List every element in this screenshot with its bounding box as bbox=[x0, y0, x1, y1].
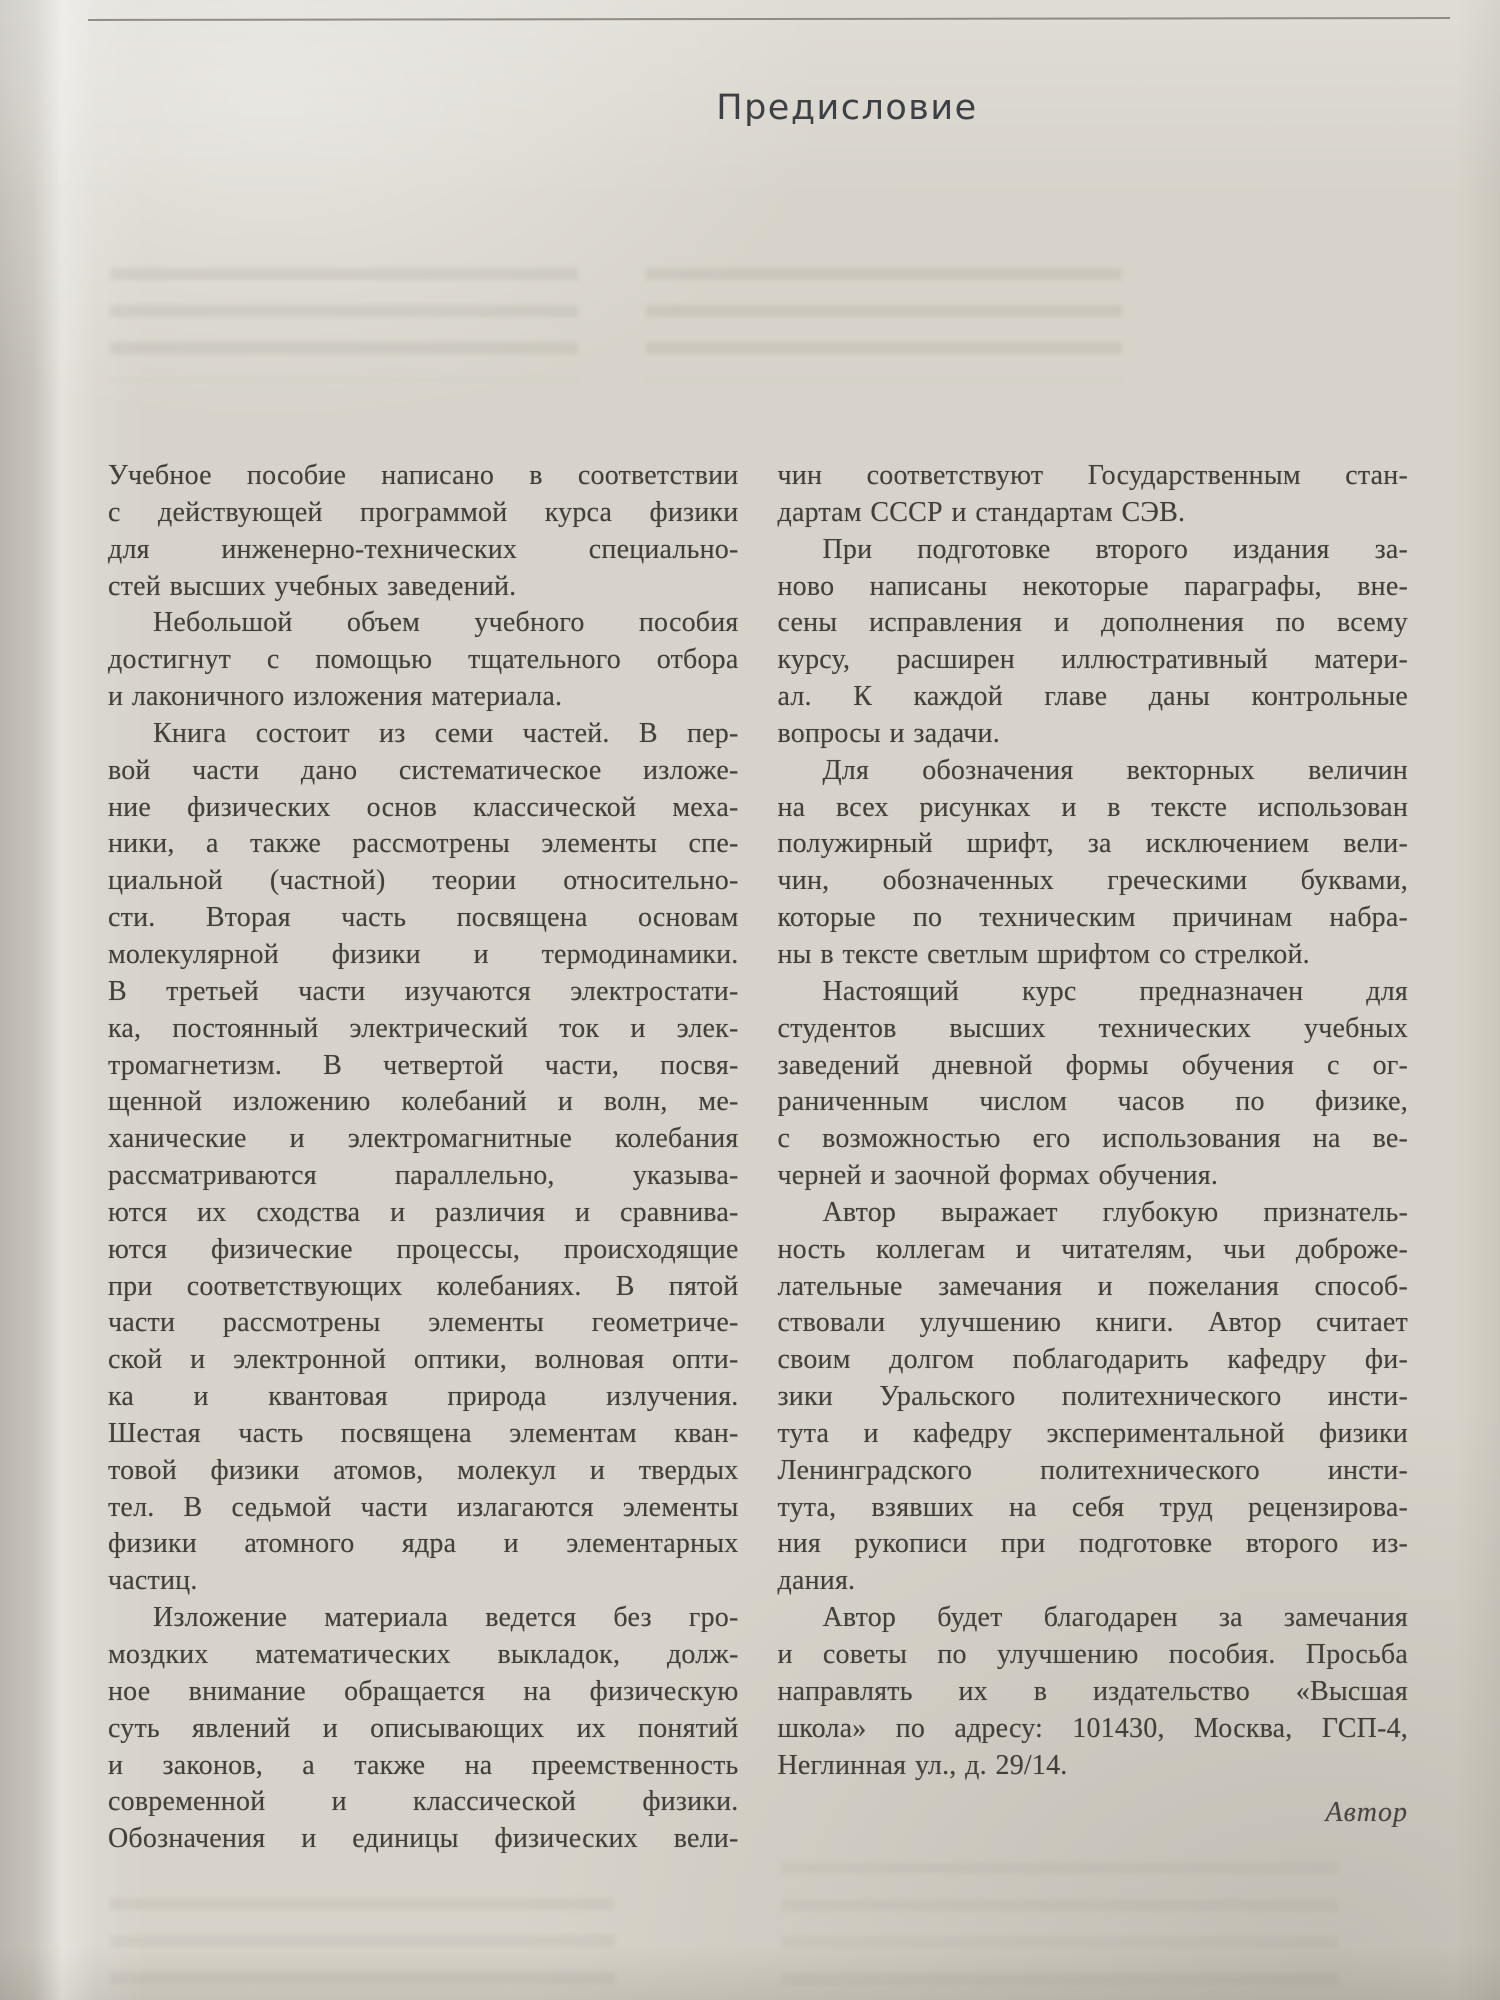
text-line: тута, взявших на себя труд рецензирова- bbox=[777, 1491, 1408, 1523]
text-line: В третьей части изучаются электростати- bbox=[108, 975, 739, 1007]
text-line: Ленинградского политехнического инсти- bbox=[777, 1454, 1408, 1486]
text-line: сены исправления и дополнения по всему bbox=[777, 607, 1408, 639]
text-line: Для обозначения векторных величин bbox=[822, 754, 1408, 786]
text-line: своим долгом поблагодарить кафедру фи- bbox=[777, 1344, 1408, 1376]
text-line: полужирный шрифт, за исключением вели- bbox=[777, 828, 1408, 860]
text-line: ханические и электромагнитные колебания bbox=[108, 1123, 739, 1155]
text-line: чин соответствуют Государственным стан- bbox=[777, 460, 1408, 491]
text-line: ново написаны некоторые параграфы, вне- bbox=[777, 570, 1408, 602]
text-line: щенной изложению колебаний и волн, ме- bbox=[108, 1086, 739, 1118]
text-line: на всех рисунках и в тексте использован bbox=[777, 791, 1408, 823]
text-line: ники, а также рассмотрены элементы спе- bbox=[108, 828, 739, 860]
text-line: дартам СССР и стандартам СЭВ. bbox=[777, 496, 1186, 528]
author-signature: Автор bbox=[1325, 1797, 1408, 1828]
showthrough-bottom-left bbox=[110, 1898, 615, 1993]
text-line: суть явлений и описывающих их понятий bbox=[108, 1712, 739, 1744]
text-line: лательные замечания и пожелания способ- bbox=[777, 1270, 1408, 1302]
text-line: Небольшой объем учебного пособия bbox=[153, 607, 739, 639]
text-line: ской и электронной оптики, волновая опти- bbox=[108, 1344, 739, 1376]
text-line: вой части дано систематическое изложе- bbox=[108, 754, 739, 786]
text-line: частиц. bbox=[108, 1565, 198, 1597]
text-line: чин, обозначенных греческими буквами, bbox=[777, 865, 1408, 897]
text-line: достигнут с помощью тщательного отбора bbox=[108, 644, 739, 676]
text-line: Изложение материала ведется без гро- bbox=[153, 1602, 739, 1634]
text-line: Шестая часть посвящена элементам кван- bbox=[108, 1417, 739, 1449]
text-line: Учебное пособие написано в соответствии bbox=[108, 460, 739, 491]
text-line: ются их сходства и различия и сравнива- bbox=[108, 1196, 739, 1228]
top-rule bbox=[88, 17, 1450, 21]
text-line: Обозначения и единицы физических вели- bbox=[108, 1823, 739, 1855]
text-line: тромагнетизм. В четвертой части, посвя- bbox=[108, 1049, 739, 1081]
text-line: при соответствующих колебаниях. В пятой bbox=[108, 1270, 739, 1302]
text-line: современной и классической физики. bbox=[108, 1786, 739, 1818]
text-line: части рассмотрены элементы геометриче- bbox=[108, 1307, 739, 1339]
text-line: физики атомного ядра и элементарных bbox=[108, 1528, 739, 1560]
text-line: раниченным числом часов по физике, bbox=[777, 1086, 1408, 1118]
text-line: для инженерно-технических специально- bbox=[108, 533, 739, 565]
text-line: направлять их в издательство «Высшая bbox=[777, 1675, 1408, 1707]
showthrough-bottom-right bbox=[782, 1862, 1338, 1990]
text-line: зики Уральского политехнического инсти- bbox=[777, 1381, 1408, 1413]
text-line: и советы по улучшению пособия. Просьба bbox=[777, 1639, 1408, 1670]
text-line: курсу, расширен иллюстративный матери- bbox=[777, 644, 1408, 676]
right-column bbox=[778, 458, 1409, 1858]
text-line: Неглинная ул., д. 29/14. bbox=[777, 1749, 1068, 1781]
text-line: с действующей программой курса физики bbox=[108, 496, 739, 528]
text-line: ность коллегам и читателям, чьи доброже- bbox=[777, 1233, 1408, 1265]
showthrough-top-left bbox=[110, 268, 578, 380]
text-line: и лаконичного изложения материала. bbox=[108, 681, 563, 713]
text-line: черней и заочной формах обучения. bbox=[777, 1160, 1219, 1192]
text-line: ются физические процессы, происходящие bbox=[108, 1233, 739, 1265]
text-line: которые по техническим причинам набра- bbox=[777, 902, 1408, 934]
text-line: тел. В седьмой части излагаются элементы bbox=[108, 1491, 739, 1523]
text-line: моздких математических выкладок, долж- bbox=[108, 1639, 739, 1670]
showthrough-top-right bbox=[646, 268, 1122, 380]
text-line: школа» по адресу: 101430, Москва, ГСП-4, bbox=[777, 1712, 1408, 1744]
text-line: ния рукописи при подготовке второго из- bbox=[777, 1528, 1408, 1560]
text-line: тута и кафедру экспериментальной физики bbox=[777, 1417, 1408, 1449]
text-line: студентов высших технических учебных bbox=[777, 1012, 1408, 1044]
text-line: товой физики атомов, молекул и твердых bbox=[108, 1454, 739, 1486]
text-line: Книга состоит из семи частей. В пер- bbox=[153, 717, 739, 749]
text-line: ствовали улучшению книги. Автор считает bbox=[777, 1307, 1408, 1339]
text-line: ка и квантовая природа излучения. bbox=[108, 1381, 739, 1413]
page-body bbox=[108, 458, 1408, 1858]
text-line: стей высших учебных заведений. bbox=[108, 570, 517, 602]
text-line: ное внимание обращается на физическую bbox=[108, 1675, 739, 1707]
text-line: ние физических основ классической меха- bbox=[108, 791, 739, 823]
text-line: ка, постоянный электрический ток и элек- bbox=[108, 1012, 739, 1044]
page-title: Предисловие bbox=[716, 88, 978, 128]
text-line: с возможностью его использования на ве- bbox=[777, 1123, 1408, 1155]
text-line: Автор будет благодарен за замечания bbox=[822, 1602, 1408, 1634]
text-line: сти. Вторая часть посвящена основам bbox=[108, 902, 739, 934]
text-line: При подготовке второго издания за- bbox=[822, 533, 1408, 565]
left-column bbox=[108, 458, 739, 1858]
text-line: заведений дневной формы обучения с ог- bbox=[777, 1049, 1408, 1081]
text-line: рассматриваются параллельно, указыва- bbox=[108, 1160, 739, 1192]
text-line: Автор выражает глубокую признатель- bbox=[822, 1196, 1408, 1228]
text-line: Настоящий курс предназначен для bbox=[822, 975, 1408, 1007]
text-line: молекулярной физики и термодинамики. bbox=[108, 938, 739, 970]
text-line: вопросы и задачи. bbox=[777, 717, 1000, 749]
text-line: и законов, а также на преемственность bbox=[108, 1749, 739, 1781]
text-line: ал. К каждой главе даны контрольные bbox=[777, 681, 1408, 713]
text-line: ны в тексте светлым шрифтом со стрелкой. bbox=[777, 938, 1310, 970]
text-line: дания. bbox=[777, 1565, 856, 1597]
text-line: циальной (частной) теории относительно- bbox=[108, 865, 739, 897]
